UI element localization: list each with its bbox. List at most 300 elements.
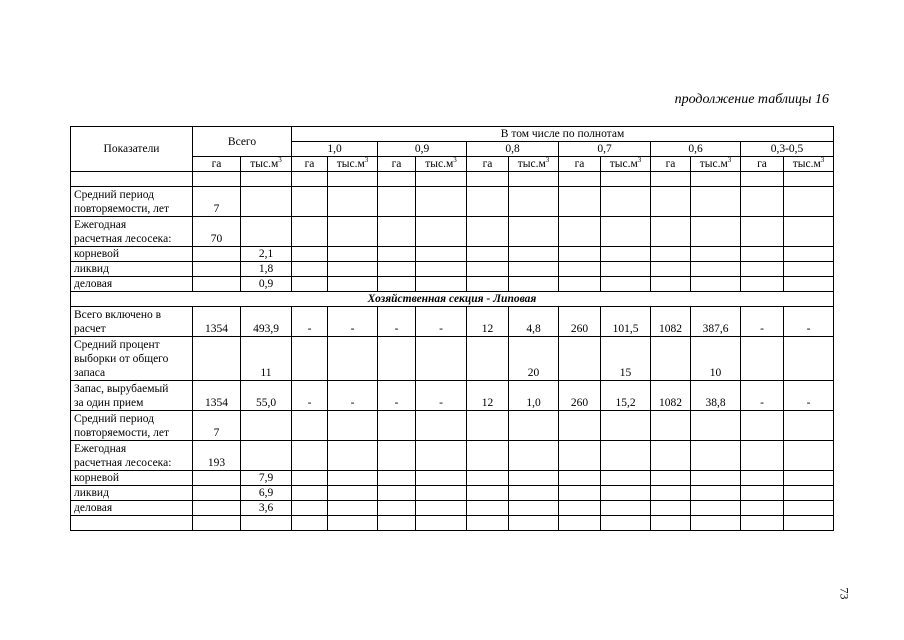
row-label-line: выборки от общего [74,353,169,365]
blank-cell [741,516,784,531]
unit-volume-text: тыс.м [792,158,821,170]
density-ha-cell [292,471,328,486]
unit-volume-text: тыс.м [517,158,546,170]
row-label-line: Запас, вырубаемый [74,383,169,395]
density-ha-cell [559,471,601,486]
total-ha-cell: 1354 [193,381,241,411]
blank-cell [784,172,834,187]
density-volume-cell [509,411,559,441]
row-label [71,247,193,262]
table-row [71,486,834,501]
density-ha-cell [292,187,328,217]
total-ha-cell [193,501,241,516]
header-by-density: В том числе по полнотам [292,127,834,142]
blank-cell [328,516,378,531]
density-volume-cell [691,262,741,277]
density-volume-cell: 101,5 [601,307,651,337]
density-ha-cell [559,277,601,292]
density-ha-cell [559,187,601,217]
density-ha-cell [559,262,601,277]
table-row [71,411,834,441]
unit-volume [691,157,741,172]
total-volume-cell: 3,6 [241,501,292,516]
total-ha-cell: 7 [193,411,241,441]
density-volume-cell: - [416,381,467,411]
density-volume-cell [784,501,834,516]
density-ha-cell [467,262,509,277]
unit-volume-sup: 3 [364,156,369,165]
row-label-line: запаса [74,367,106,379]
density-ha-cell [741,441,784,471]
density-ha-cell [292,441,328,471]
density-volume-cell [328,247,378,262]
density-volume-cell [691,247,741,262]
total-ha-cell [193,486,241,501]
density-ha-cell [559,247,601,262]
blank-cell [467,516,509,531]
blank-cell [328,172,378,187]
density-volume-cell [509,441,559,471]
density-volume-cell [784,441,834,471]
table-row [71,441,834,471]
density-header: 0,8 [467,142,559,157]
row-label-line: ликвид [74,263,109,275]
density-volume-cell [691,486,741,501]
density-volume-cell: - [784,307,834,337]
total-volume-cell [241,411,292,441]
unit-volume [328,157,378,172]
page-number: 73 [837,587,852,600]
density-volume-cell [601,411,651,441]
table-row [71,277,834,292]
density-volume-cell [328,486,378,501]
blank-cell [784,516,834,531]
total-volume-cell: 493,9 [241,307,292,337]
density-ha-cell [651,187,691,217]
density-volume-cell [328,217,378,247]
total-ha-cell: 7 [193,187,241,217]
density-volume-cell [691,501,741,516]
density-volume-cell [601,501,651,516]
unit-ha: га [292,157,328,172]
density-header: 0,3-0,5 [741,142,834,157]
density-ha-cell [467,441,509,471]
total-volume-cell [241,441,292,471]
blank-cell [559,172,601,187]
row-label [71,411,193,441]
total-ha-cell [193,337,241,381]
density-volume-cell [509,262,559,277]
density-header: 1,0 [292,142,378,157]
blank-cell [651,172,691,187]
total-ha-cell: 193 [193,441,241,471]
blank-cell [416,172,467,187]
table-row [71,381,834,411]
density-ha-cell [467,501,509,516]
row-label [71,217,193,247]
density-volume-cell [784,217,834,247]
row-label [71,501,193,516]
unit-volume [784,157,834,172]
density-ha-cell [741,187,784,217]
table-header [71,127,834,172]
density-ha-cell [378,337,416,381]
density-volume-cell [416,501,467,516]
density-ha-cell [292,247,328,262]
density-volume-cell [784,277,834,292]
row-label-line: Ежегодная [74,219,127,231]
blank-cell [601,516,651,531]
blank-cell [691,516,741,531]
density-volume-cell [784,411,834,441]
density-volume-cell [784,187,834,217]
density-ha-cell: 260 [559,307,601,337]
density-ha-cell [559,411,601,441]
blank-cell [691,172,741,187]
density-volume-cell [416,247,467,262]
density-ha-cell [741,471,784,486]
density-ha-cell [378,486,416,501]
row-label-line: за один прием [74,397,144,409]
table-body [71,172,834,531]
density-ha-cell [559,501,601,516]
unit-volume-text: тыс.м [609,158,638,170]
blank-cell [467,172,509,187]
row-label [71,277,193,292]
unit-ha: га [378,157,416,172]
density-ha-cell [467,187,509,217]
table-caption: продолжение таблицы 16 [674,92,829,107]
blank-row [71,172,834,187]
row-label [71,187,193,217]
section-row [71,292,834,307]
density-ha-cell: - [378,381,416,411]
density-ha-cell [559,217,601,247]
density-volume-cell [601,217,651,247]
table-row [71,307,834,337]
unit-ha: га [467,157,509,172]
row-label-line: Средний период [74,413,154,425]
density-volume-cell [784,337,834,381]
density-ha-cell [467,247,509,262]
table-row [71,187,834,217]
unit-volume-sup: 3 [820,156,825,165]
density-volume-cell [784,486,834,501]
unit-volume [241,157,292,172]
density-volume-cell: 4,8 [509,307,559,337]
density-volume-cell: - [416,307,467,337]
header-indicators: Показатели [71,127,193,172]
density-volume-cell [328,441,378,471]
total-volume-cell: 0,9 [241,277,292,292]
density-volume-cell [509,217,559,247]
density-volume-cell [416,471,467,486]
density-volume-cell: - [328,381,378,411]
blank-cell [509,172,559,187]
density-ha-cell [559,337,601,381]
density-ha-cell [378,441,416,471]
density-volume-cell [601,441,651,471]
density-ha-cell [467,486,509,501]
density-volume-cell: - [784,381,834,411]
unit-volume-sup: 3 [637,156,642,165]
row-label-line: расчетная лесосека: [74,457,172,469]
unit-volume [601,157,651,172]
total-volume-cell [241,217,292,247]
total-ha-cell [193,277,241,292]
density-volume-cell [416,337,467,381]
density-header: 0,9 [378,142,467,157]
density-ha-cell [651,217,691,247]
density-ha-cell [467,337,509,381]
unit-ha: га [741,157,784,172]
density-volume-cell [328,187,378,217]
density-volume-cell [416,277,467,292]
row-label-line: деловая [74,502,113,514]
unit-volume-sup: 3 [727,156,732,165]
density-volume-cell: 10 [691,337,741,381]
total-ha-cell [193,247,241,262]
row-label-line: корневой [74,248,120,260]
density-ha-cell [741,486,784,501]
unit-volume-sup: 3 [453,156,457,165]
row-label-line: расчетная лесосека: [74,233,172,245]
density-header: 0,7 [559,142,651,157]
density-volume-cell [784,247,834,262]
density-ha-cell [467,471,509,486]
density-ha-cell [741,337,784,381]
blank-cell [378,516,416,531]
total-volume-cell: 55,0 [241,381,292,411]
density-volume-cell [328,337,378,381]
row-label [71,441,193,471]
blank-cell [416,516,467,531]
density-ha-cell [651,501,691,516]
row-label [71,307,193,337]
density-volume-cell [328,411,378,441]
unit-volume-text: тыс.м [250,158,279,170]
density-volume-cell: 15 [601,337,651,381]
blank-cell [292,516,328,531]
row-label-line: повторяемости, лет [74,427,170,439]
density-volume-cell [416,217,467,247]
density-volume-cell [601,471,651,486]
unit-volume-sup: 3 [545,156,550,165]
density-ha-cell [292,337,328,381]
row-label [71,486,193,501]
density-volume-cell [416,262,467,277]
blank-cell [193,172,241,187]
table-row [71,247,834,262]
unit-volume-text: тыс.м [336,158,365,170]
row-label-line: Средний процент [74,339,160,351]
table-row [71,501,834,516]
density-ha-cell [651,337,691,381]
row-label-line: ликвид [74,487,109,499]
unit-ha: га [559,157,601,172]
unit-volume-text: тыс.м [425,158,454,170]
row-label-line: деловая [74,278,113,290]
density-ha-cell: - [292,381,328,411]
row-label-line: Ежегодная [74,443,127,455]
density-volume-cell [416,411,467,441]
unit-volume [416,157,467,172]
row-label-line: корневой [74,472,120,484]
density-ha-cell [741,247,784,262]
density-ha-cell [378,471,416,486]
density-volume-cell [416,441,467,471]
section-title: Хозяйственная секция - Липовая [71,292,834,307]
density-volume-cell [691,471,741,486]
density-ha-cell [467,277,509,292]
density-ha-cell [378,411,416,441]
row-label [71,337,193,381]
density-ha-cell [559,486,601,501]
total-volume-cell: 2,1 [241,247,292,262]
density-volume-cell [328,277,378,292]
table-row [71,337,834,381]
row-label-line: Всего включено в [74,309,162,321]
density-header: 0,6 [651,142,741,157]
density-volume-cell [509,471,559,486]
blank-cell [651,516,691,531]
unit-volume-sup: 3 [278,156,282,165]
blank-cell [241,172,292,187]
row-label [71,381,193,411]
total-volume-cell: 1,8 [241,262,292,277]
density-ha-cell: - [741,307,784,337]
density-volume-cell [784,471,834,486]
total-volume-cell: 7,9 [241,471,292,486]
density-ha-cell [292,262,328,277]
density-ha-cell: 260 [559,381,601,411]
density-volume-cell [691,187,741,217]
density-ha-cell: 1082 [651,381,691,411]
density-volume-cell [416,486,467,501]
density-ha-cell: - [741,381,784,411]
density-ha-cell [378,501,416,516]
header-total: Всего [193,127,292,157]
density-ha-cell [741,217,784,247]
total-volume-cell: 6,9 [241,486,292,501]
density-ha-cell [651,471,691,486]
density-volume-cell [509,187,559,217]
density-volume-cell: 20 [509,337,559,381]
density-volume-cell [509,247,559,262]
density-volume-cell: 1,0 [509,381,559,411]
density-volume-cell [509,277,559,292]
density-ha-cell [378,277,416,292]
density-ha-cell [651,411,691,441]
total-volume-cell: 11 [241,337,292,381]
total-ha-cell [193,471,241,486]
density-volume-cell [691,441,741,471]
total-volume-cell [241,187,292,217]
density-ha-cell [292,411,328,441]
density-volume-cell: 387,6 [691,307,741,337]
blank-cell [71,172,193,187]
forest-table [70,126,834,531]
density-volume-cell [784,262,834,277]
density-volume-cell [328,471,378,486]
density-volume-cell [416,187,467,217]
density-ha-cell [292,501,328,516]
unit-volume [509,157,559,172]
density-volume-cell [601,247,651,262]
density-ha-cell [651,262,691,277]
density-ha-cell [651,441,691,471]
density-ha-cell [378,217,416,247]
density-volume-cell [601,277,651,292]
density-ha-cell [651,277,691,292]
total-ha-cell [193,262,241,277]
density-ha-cell: 12 [467,307,509,337]
blank-cell [741,172,784,187]
density-volume-cell [509,486,559,501]
total-ha-cell: 70 [193,217,241,247]
row-label [71,262,193,277]
unit-volume-text: тыс.м [699,158,728,170]
density-volume-cell [601,187,651,217]
density-ha-cell [741,262,784,277]
density-ha-cell: - [378,307,416,337]
table-row [71,262,834,277]
unit-ha: га [651,157,691,172]
density-ha-cell [378,262,416,277]
density-volume-cell: 15,2 [601,381,651,411]
density-ha-cell [292,486,328,501]
density-volume-cell [601,486,651,501]
row-label-line: повторяемости, лет [74,203,170,215]
density-ha-cell [292,277,328,292]
blank-cell [292,172,328,187]
density-volume-cell [691,411,741,441]
density-volume-cell: 38,8 [691,381,741,411]
blank-cell [378,172,416,187]
table-row [71,471,834,486]
row-label-line: расчет [74,323,106,335]
density-ha-cell: 12 [467,381,509,411]
density-ha-cell [378,247,416,262]
density-ha-cell [292,217,328,247]
density-volume-cell [328,262,378,277]
blank-cell [193,516,241,531]
row-label-line: Средний период [74,189,154,201]
density-ha-cell: - [292,307,328,337]
density-ha-cell: 1082 [651,307,691,337]
density-volume-cell [328,501,378,516]
density-volume-cell: - [328,307,378,337]
density-volume-cell [691,217,741,247]
table-row [71,217,834,247]
blank-cell [559,516,601,531]
density-ha-cell [467,217,509,247]
density-ha-cell [378,187,416,217]
row-label [71,471,193,486]
density-ha-cell [741,501,784,516]
trailing-row [71,516,834,531]
density-volume-cell [601,262,651,277]
density-ha-cell [651,486,691,501]
density-ha-cell [467,411,509,441]
blank-cell [71,516,193,531]
blank-cell [509,516,559,531]
density-ha-cell [741,411,784,441]
blank-cell [601,172,651,187]
density-ha-cell [559,441,601,471]
density-ha-cell [741,277,784,292]
unit-ha: га [193,157,241,172]
